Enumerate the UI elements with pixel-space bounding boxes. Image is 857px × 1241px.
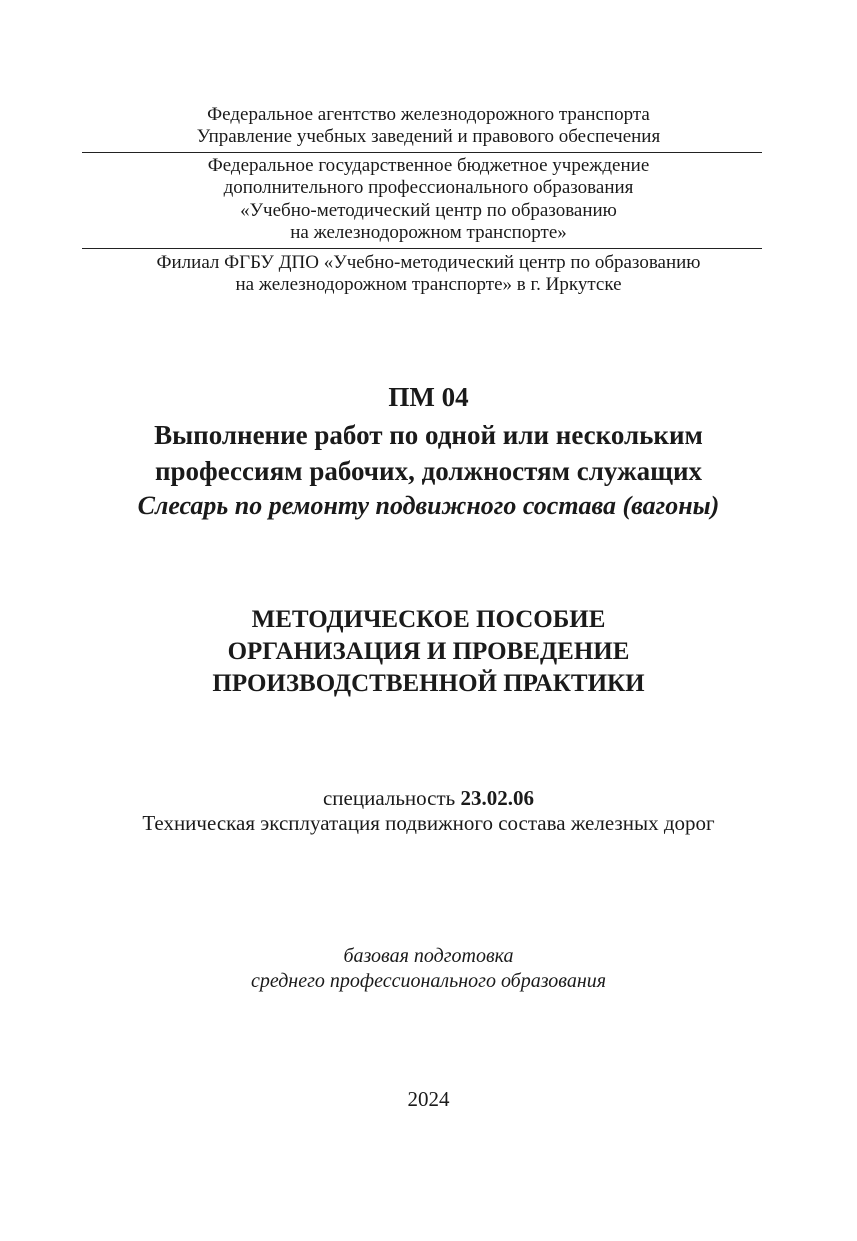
branch-line-1: Филиал ФГБУ ДПО «Учебно-методический центр по образованию [156, 252, 701, 273]
institution-line-4: на железнодорожном транспорте» [290, 222, 567, 243]
education-level-line-2: среднего профессионального образования [250, 970, 607, 992]
education-level-line-1: базовая подготовка [343, 945, 514, 967]
specialty-line [0, 786, 857, 811]
institution-line-1: Федеральное государственное бюджетное учреждение [207, 155, 650, 176]
module-code: ПМ 04 [388, 382, 469, 412]
specialty-name: Техническая эксплуатация подвижного состава железных дорог [142, 811, 715, 835]
publication-year: 2024 [407, 1087, 450, 1111]
header-divider-bottom [82, 248, 762, 249]
module-title-line-2: профессиям рабочих, должностям служащих [154, 456, 702, 486]
document-type-line-2: ОРГАНИЗАЦИЯ И ПРОВЕДЕНИЕ [227, 638, 630, 665]
branch-line-2: на железнодорожном транспорте» в г. Иркутске [235, 274, 622, 295]
specialty-code: 23.02.06 [460, 786, 534, 810]
institution-line-2: дополнительного профессионального образования [223, 177, 634, 198]
agency-name: Федеральное агентство железнодорожного транспорта [207, 104, 650, 125]
specialty-label: специальность [322, 786, 456, 810]
institution-line-3: «Учебно-методический центр по образованию [240, 200, 617, 221]
department-name: Управление учебных заведений и правового обеспечения [196, 126, 661, 147]
document-type-line-1: МЕТОДИЧЕСКОЕ ПОСОБИЕ [251, 606, 606, 633]
module-subtitle: Слесарь по ремонту подвижного состава (вагоны) [137, 491, 720, 520]
module-title-line-1: Выполнение работ по одной или нескольким [154, 420, 703, 450]
document-type-line-3: ПРОИЗВОДСТВЕННОЙ ПРАКТИКИ [212, 670, 645, 697]
header-divider-top [82, 152, 762, 153]
